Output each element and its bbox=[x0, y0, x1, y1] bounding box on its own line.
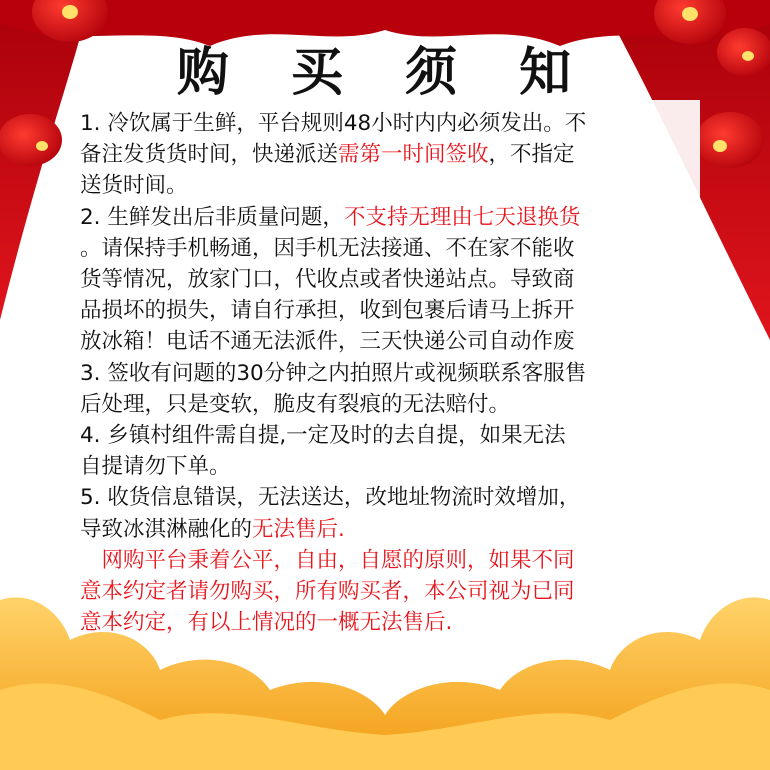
notice-text: 送货时间。 bbox=[80, 173, 188, 199]
notice-text: 品损坏的损失，请自行承担，收到包裹后请马上拆开 bbox=[80, 298, 575, 324]
notice-line bbox=[80, 326, 700, 357]
notice-text: 备注发货货时间，快递派送 bbox=[80, 142, 339, 168]
notice-line bbox=[80, 295, 700, 326]
highlight-text: 无法售后. bbox=[252, 516, 345, 542]
notice-line bbox=[80, 607, 700, 638]
notice-text: 4. 乡镇村组件需自提,一定及时的去自提，如果无法 bbox=[80, 423, 566, 448]
notice-line bbox=[80, 139, 700, 170]
notice-line bbox=[80, 170, 700, 201]
highlight-text: 网购平台秉着公平，自由，自愿的原则，如果不同 bbox=[80, 547, 575, 573]
notice-line bbox=[80, 451, 700, 482]
notice-line bbox=[80, 264, 700, 295]
notice-line bbox=[80, 576, 700, 607]
notice-text: 自提请勿下单。 bbox=[80, 454, 231, 480]
notice-line bbox=[80, 545, 700, 576]
highlight-text: 不支持无理由七天退换货 bbox=[343, 204, 581, 230]
notice-text: 。请保持手机畅通，因手机无法接通、不在家不能收 bbox=[80, 235, 575, 261]
notice-text: 3. 签收有问题的30分钟之内拍照片或视频联系客服售 bbox=[80, 360, 587, 386]
highlight-text: 需第一时间签收 bbox=[338, 142, 489, 168]
notice-text: 放冰箱！电话不通无法派件，三天快递公司自动作废 bbox=[80, 329, 575, 355]
page-title: 购 买 须 知 bbox=[176, 43, 594, 103]
notice-text: 2. 生鲜发出后非质量问题， bbox=[80, 204, 344, 230]
notice-text: 导致冰淇淋融化的 bbox=[80, 516, 253, 542]
notice-line bbox=[80, 358, 700, 389]
highlight-text: 意本约定者请勿购买，所有购买者，本公司视为已同 bbox=[80, 579, 575, 604]
notice-line bbox=[80, 420, 700, 451]
notice-text: ，不指定 bbox=[488, 142, 575, 168]
notice-text: 1. 冷饮属于生鲜，平台规则48小时内内必须发出。不 bbox=[80, 111, 587, 136]
highlight-text: 意本约定，有以上情况的一概无法售后. bbox=[80, 610, 453, 636]
notice-line bbox=[80, 202, 700, 233]
notice-line bbox=[80, 233, 700, 264]
notice-line bbox=[80, 482, 700, 513]
notice-line bbox=[80, 108, 700, 139]
notice-text: 5. 收货信息错误，无法送达，改地址物流时效增加， bbox=[80, 485, 581, 511]
notice-text: 货等情况，放家门口，代收点或者快递站点。导致商 bbox=[80, 267, 575, 292]
notice-text: 后处理，只是变软，脆皮有裂痕的无法赔付。 bbox=[80, 391, 511, 417]
notice-line bbox=[80, 389, 700, 420]
notice-line bbox=[80, 514, 700, 545]
